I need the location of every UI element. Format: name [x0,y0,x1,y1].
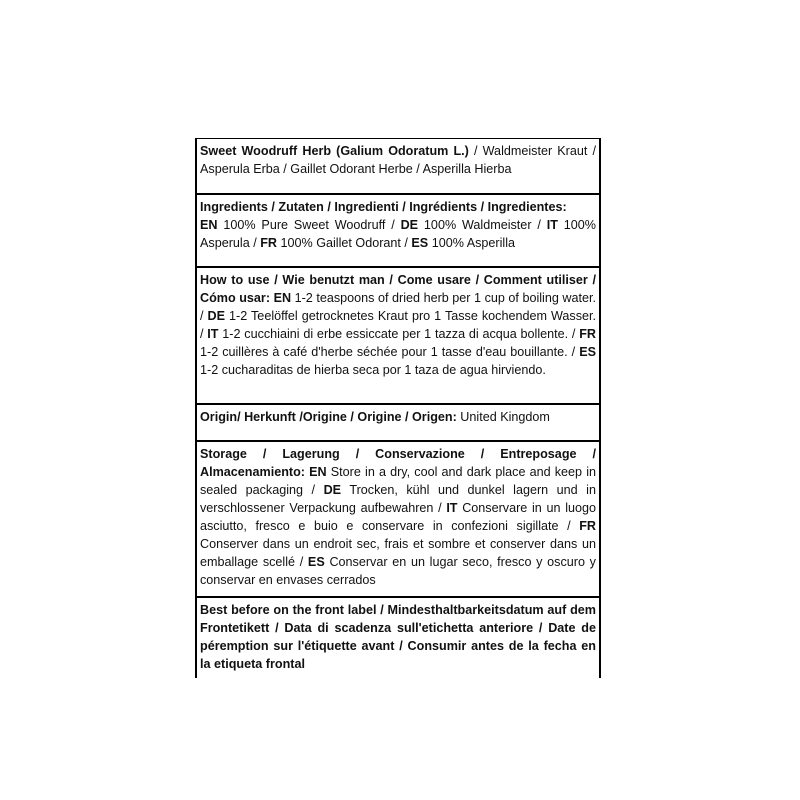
storage-heading: Storage / Lagerung / Conservazione / Entreposage / Almacenamiento: [200,447,596,479]
how-to-use-text: 1-2 cucharaditas de hierba seca por 1 taza de agua hirviendo. [200,363,546,377]
how-to-use-lang-code: IT [207,327,219,341]
ingredients-section [197,193,599,266]
origin-heading: Origin/ Herkunft /Origine / Origine / Origen: [200,410,457,424]
how-to-use-text: 1-2 cuillères à café d'herbe séchée pour 1 tasse d'eau bouillante. / [200,345,580,359]
product-name-translations: / Waldmeister Kraut / Asperula Erba / Gaillet Odorant Herbe / Asperilla Hierba [200,144,597,176]
storage-section [197,440,599,596]
how-to-use-text: 1-2 teaspoons of dried herb per 1 cup of boiling water. / [200,291,597,323]
how-to-use-lang-code: FR [579,327,597,341]
how-to-use-text: 1-2 cucchiaini di erbe essiccate per 1 tazza di acqua bollente. / [218,327,580,341]
storage-lang-code: EN [309,465,327,479]
origin-value: United Kingdom [456,410,550,424]
ingredients-text: 100% Asperula / [200,218,596,250]
how-to-use-lang-code: EN [273,291,292,305]
ingredients-lang-code: ES [411,236,429,250]
storage-text: Store in a dry, cool and dark place and keep in sealed packaging / [200,465,596,497]
ingredients-lang-code: EN [200,218,218,232]
storage-text: Conservare in un luogo asciutto, fresco e buio e conservare in confezioni sigillate / [200,501,597,533]
storage-lang-code: FR [579,519,596,533]
ingredients-lang-code: IT [546,218,558,232]
how-to-use-lang-code: ES [579,345,596,359]
how-to-use-lang-code: DE [207,309,226,323]
ingredients-text: 100% Pure Sweet Woodruff / [217,218,401,232]
storage-lang-code: DE [323,483,342,497]
product-name-section [197,139,599,193]
best-before-section [197,596,599,678]
storage-lang-code: ES [307,555,325,569]
product-label [195,138,601,678]
product-name-bold: Sweet Woodruff Herb (Galium Odoratum L.) [200,144,469,158]
how-to-use-text: 1-2 Teelöffel getrocknetes Kraut pro 1 Tasse kochendem Wasser. / [200,309,596,341]
ingredients-text: 100% Waldmeister / [418,218,547,232]
ingredients-text: 100% Asperilla [428,236,516,250]
ingredients-lang-code: DE [400,218,419,232]
storage-lang-code: IT [446,501,458,515]
storage-text: Conservar en un lugar seco, fresco y oscuro y conservar en envases cerrados [200,555,596,587]
ingredients-heading: Ingredients / Zutaten / Ingredienti / Ingrédients / Ingredientes: [200,200,567,214]
best-before-text: Best before on the front label / Mindesthaltbarkeitsdatum auf dem Frontetikett / Data di scadenza sull'etichetta anteriore / Date de péremption sur l'étiquette avant / Consumir antes de la fecha en la etiqueta frontal [200,603,596,671]
ingredients-text: 100% Gaillet Odorant / [277,236,412,250]
ingredients-lang-code: FR [260,236,277,250]
storage-text: Trocken, kühl und dunkel lagern und in verschlossener Verpackung aufbewahren / [200,483,596,515]
origin-section [197,403,599,440]
how-to-use-section [197,266,599,403]
storage-text: Conserver dans un endroit sec, frais et sombre et conserver dans un emballage scellé / [200,537,596,569]
how-to-use-heading: How to use / Wie benutzt man / Come usare / Comment utiliser / Cómo usar: [200,273,596,305]
